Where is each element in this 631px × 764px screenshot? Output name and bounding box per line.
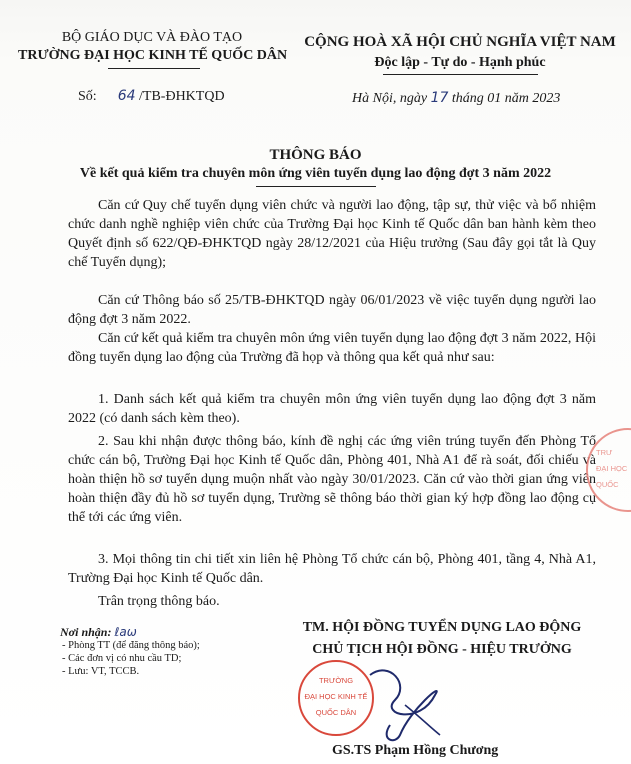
recipient-item: - Lưu: VT, TCCB. [62, 666, 140, 677]
signature-title-1: TM. HỘI ĐỒNG TUYỂN DỤNG LAO ĐỘNG [302, 620, 582, 635]
university-name: TRƯỜNG ĐẠI HỌC KINH TẾ QUỐC DÂN [18, 48, 288, 63]
paragraph-closing: Trân trọng thông báo. [98, 594, 220, 609]
date-day-handwritten: 17 [430, 90, 449, 106]
paragraph-legal-basis-2: Căn cứ Thông báo số 25/TB-ĐHKTQD ngày 06/01/2023 về việc tuyển dụng người lao động đợt 3 năm 2022. [68, 293, 596, 327]
paragraph-legal-basis-1: Căn cứ Quy chế tuyển dụng viên chức và người lao động, tập sự, thử việc và bổ nhiệm chức danh nghề nghiệp viên chức của Trường Đại học Kinh tế Quốc dân ban hành kèm theo Quyết định số 622/QĐ-ĐHKTQD ngày 28/12/2021 của Hiệu trưởng (Sau đây gọi tắt là Quy chế Tuyển dụng); [68, 198, 596, 270]
page-title: THÔNG BÁO [269, 147, 362, 163]
so-label: Số: [78, 89, 97, 104]
date-prefix: Hà Nội, ngày [352, 91, 428, 106]
so-number-handwritten: 64 [117, 88, 136, 104]
paragraph-legal-basis-3: Căn cứ kết quả kiểm tra chuyên môn ứng viên tuyển dụng lao động đợt 3 năm 2022, Hội đồng tuyển dụng lao động của Trường đã họp và thông qua kết quả như sau: [68, 331, 596, 365]
subtitle-underline [256, 186, 376, 187]
so-suffix: /TB-ĐHKTQD [139, 89, 225, 104]
date-suffix: tháng 01 năm 2023 [451, 91, 561, 106]
recipient-item: - Các đơn vị có nhu cầu TD; [62, 653, 182, 664]
document-date [352, 90, 560, 107]
paragraph-item-1: 1. Danh sách kết quả kiểm tra chuyên môn ứng viên tuyển dụng lao động đợt 3 năm 2022 (có danh sách kèm theo). [68, 392, 596, 426]
paragraph-item-2: 2. Sau khi nhận được thông báo, kính đề nghị các ứng viên trúng tuyển đến Phòng Tổ chức cán bộ, Trường Đại học Kinh tế Quốc dân, Phòng 401, Nhà A1 để rà soát, đối chiếu và hoàn thiện hồ sơ tuyển dụng muộn nhất vào ngày 30/01/2023. Căn cứ vào thời gian ứng viên hoàn thiện đầy đủ hồ sơ tuyển dụng, Trường sẽ thông báo thời gian ký hợp đồng lao động cụ thể tới các ứng viên. [68, 434, 596, 525]
nation-name: CỘNG HOÀ XÃ HỘI CHỦ NGHĨA VIỆT NAM [304, 34, 616, 50]
page-subtitle: Về kết quả kiểm tra chuyên môn ứng viên tuyển dụng lao động đợt 3 năm 2022 [79, 166, 552, 181]
recipients-initials-handwritten: ℓaω [114, 625, 137, 639]
document-number [78, 88, 225, 105]
side-stamp-partial: TRƯ ĐẠI HỌC QUỐC [586, 428, 631, 512]
header-right-underline [383, 74, 538, 75]
recipient-item: - Phòng TT (để đăng thông báo); [62, 640, 200, 651]
paragraph-item-3: 3. Mọi thông tin chi tiết xin liên hệ Phòng Tổ chức cán bộ, Phòng 401, tầng 4, Nhà A1, Trường Đại học Kinh tế Quốc dân. [68, 552, 596, 586]
signature-title-2: CHỦ TỊCH HỘI ĐỒNG - HIỆU TRƯỞNG [312, 642, 572, 657]
handwritten-signature [350, 655, 450, 750]
header-left-underline [108, 68, 200, 69]
ministry-name: BỘ GIÁO DỤC VÀ ĐÀO TẠO [61, 30, 243, 45]
national-motto: Độc lập - Tự do - Hạnh phúc [374, 55, 546, 70]
official-stamp: TRƯỜNG ĐẠI HỌC KINH TẾ QUỐC DÂN [298, 660, 374, 736]
signer-name: GS.TS Phạm Hồng Chương [332, 743, 499, 758]
recipients-label: Nơi nhận: ℓaω [60, 625, 137, 639]
